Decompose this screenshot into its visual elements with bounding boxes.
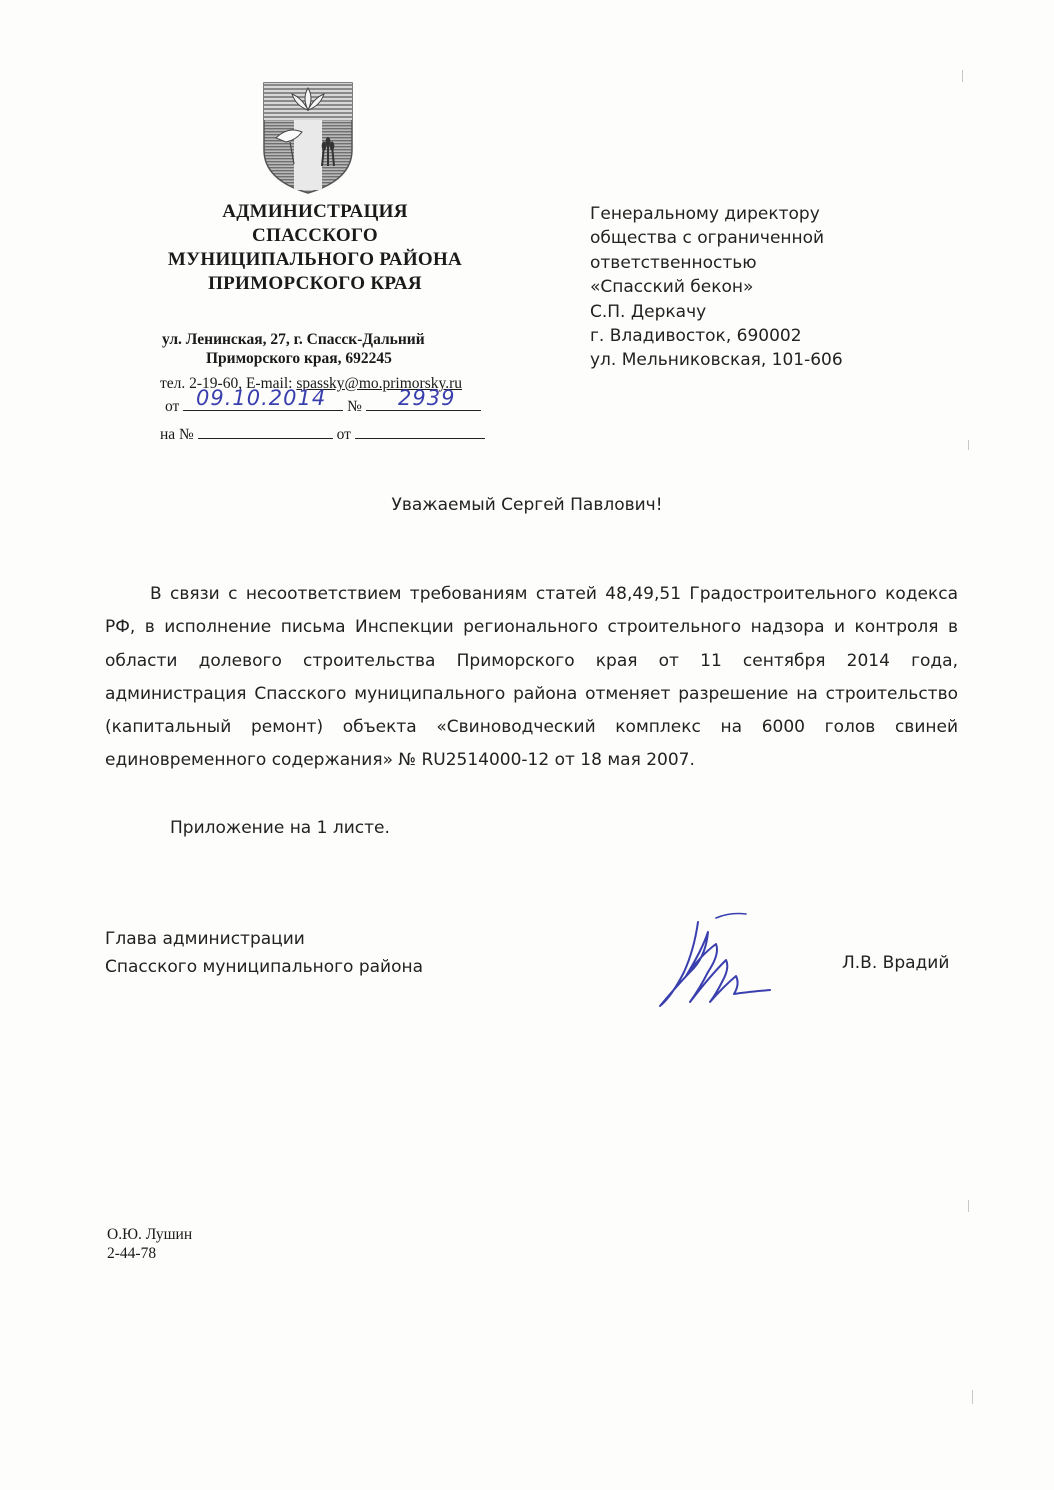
recipient-line: ул. Мельниковская, 101-606 — [590, 350, 843, 371]
sender-phone: тел. 2-19-60, E-mail: — [160, 375, 293, 392]
reply-registration-line — [160, 424, 485, 444]
scan-speck — [962, 70, 963, 82]
signatory-title — [105, 925, 423, 981]
recipient-line: «Спасский бекон» — [590, 277, 754, 298]
sender-email-link[interactable]: spassky@mo.primorsky.ru — [296, 375, 463, 392]
letter-body — [105, 578, 958, 778]
sender-address — [162, 330, 425, 368]
scan-speck — [968, 440, 969, 450]
body-paragraph: В связи с несоответствием требованиям статей 48,49,51 Градостроительного кодекса РФ, в исполнение письма Инспекции регионального строительного надзора и контроля в области долевого строительства Приморского края от 11 сентября 2014 года, администрация Спасского муниципального района отменяет разрешение на строительство (капитальный ремонт) объекта «Свиноводческий комплекс на 6000 голов свиней единовременного содержания» № RU2514000-12 от 18 мая 2007. — [105, 584, 958, 771]
reply-from-label: от — [336, 426, 351, 443]
recipient-line: ответственностью — [590, 252, 757, 273]
scan-speck — [972, 1390, 973, 1404]
signatory-title-line1: Глава администрации — [105, 929, 305, 949]
coat-of-arms-icon — [262, 80, 354, 195]
scan-speck — [968, 1200, 969, 1212]
sender-title-line: АДМИНИСТРАЦИЯ — [222, 201, 408, 222]
signatory-title-line2: Спасского муниципального района — [105, 957, 424, 977]
signatory-name: Л.В. Врадий — [842, 953, 950, 973]
sender-address-line2: Приморского края, 692245 — [206, 350, 392, 367]
sender-organization-title — [140, 200, 490, 296]
sender-title-line: СПАССКОГО — [252, 225, 378, 246]
sender-title-line: ПРИМОРСКОГО КРАЯ — [208, 273, 422, 294]
executor-block — [107, 1225, 192, 1263]
sender-title-line: МУНИЦИПАЛЬНОГО РАЙОНА — [167, 249, 463, 270]
handwritten-date: 09.10.2014 — [196, 386, 327, 410]
sender-address-line1: ул. Ленинская, 27, г. Спасск-Дальний — [162, 331, 425, 348]
handwritten-signature-icon — [650, 910, 775, 1015]
executor-phone: 2-44-78 — [107, 1245, 157, 1262]
number-label: № — [347, 398, 362, 415]
executor-name: О.Ю. Лушин — [107, 1226, 193, 1243]
attachment-note: Приложение на 1 листе. — [170, 818, 390, 838]
recipient-line: Генеральному директору — [590, 204, 820, 224]
reply-label: на № — [160, 426, 194, 443]
greeting: Уважаемый Сергей Павлович! — [391, 495, 663, 515]
reply-number-blank — [198, 424, 333, 439]
reply-date-blank — [355, 424, 485, 439]
recipient-line: г. Владивосток, 690002 — [590, 326, 802, 347]
handwritten-number: 2939 — [398, 386, 456, 410]
from-label: от — [165, 398, 180, 415]
recipient-block — [590, 202, 843, 373]
recipient-line: общества с ограниченной — [590, 228, 825, 249]
recipient-line: С.П. Деркачу — [590, 301, 707, 322]
